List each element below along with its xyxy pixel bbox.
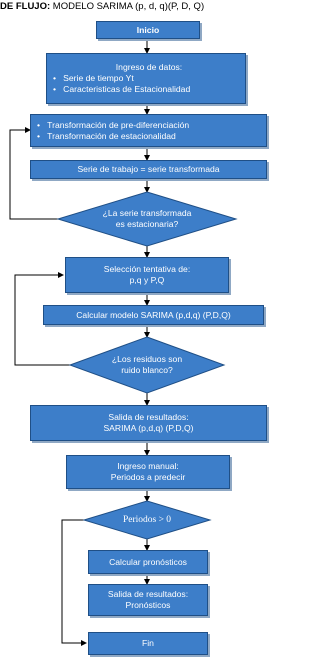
question-stationary-line-1: ¿La serie transformada bbox=[102, 208, 192, 218]
node-start bbox=[96, 21, 200, 39]
title-prefix: DE FLUJO: bbox=[0, 1, 51, 12]
node-end bbox=[88, 632, 208, 655]
node-fit-model-label: Calcular modelo SARIMA (p,d,q) (P,D,Q) bbox=[76, 309, 231, 320]
node-manual-input-line-2: Periodos a predecir bbox=[110, 472, 186, 482]
node-data-input-heading: Ingreso de datos: bbox=[115, 62, 183, 72]
node-transform-item-1-text: Transformación de pre-diferenciación bbox=[47, 119, 190, 130]
node-forecast-output bbox=[88, 584, 208, 616]
node-tentative-selection bbox=[65, 257, 229, 293]
node-tentative-line-1: Selección tentativa de: bbox=[103, 264, 191, 274]
node-data-input-item-2: • Caracteristicas de Estacionalidad bbox=[53, 84, 191, 94]
node-data-input-item-2-text: Caracteristicas de Estacionalidad bbox=[63, 84, 191, 94]
node-start-label: Inicio bbox=[136, 24, 160, 35]
node-data-input-item-1-text: Serie de tiempo Yt bbox=[63, 73, 134, 83]
title-name: MODELO SARIMA (p, d, q)(P, D, Q) bbox=[52, 1, 205, 12]
question-white-noise bbox=[70, 337, 224, 393]
question-white-noise-line-1: ¿Los residuos son bbox=[111, 354, 183, 364]
question-white-noise-line-2: ruido blanco? bbox=[121, 365, 173, 375]
question-stationary bbox=[58, 192, 236, 246]
node-data-input-item-1: • Serie de tiempo Yt bbox=[53, 73, 134, 83]
question-periods bbox=[84, 501, 210, 539]
node-working-series bbox=[30, 160, 267, 179]
node-transform-item-2: • Transformación de estacionalidad bbox=[37, 130, 176, 141]
question-periods-label: Periodos > 0 bbox=[122, 514, 172, 525]
node-transform bbox=[30, 114, 267, 147]
node-transform-item-1: • Transformación de pre-diferenciación bbox=[37, 119, 190, 130]
node-working-series-label: Serie de trabajo = serie transformada bbox=[77, 164, 220, 174]
node-forecast-output-line-2: Pronósticos bbox=[125, 600, 171, 610]
node-end-label: Fin bbox=[142, 638, 154, 648]
node-tentative-line-2: p,q y P,Q bbox=[129, 275, 165, 285]
node-data-input bbox=[46, 53, 246, 104]
node-forecast-output-line-1: Salida de resultados: bbox=[107, 589, 189, 599]
question-stationary-line-2: es estacionaria? bbox=[115, 219, 179, 229]
node-results-line-1: Salida de resultados: bbox=[108, 412, 189, 422]
chart-title bbox=[0, 0, 274, 14]
node-transform-item-2-text: Transformación de estacionalidad bbox=[47, 130, 176, 141]
node-forecast-label: Calcular pronósticos bbox=[109, 556, 187, 567]
node-results bbox=[30, 405, 267, 441]
node-manual-input-line-1: Ingreso manual: bbox=[117, 461, 179, 471]
node-fit-model bbox=[43, 305, 264, 325]
node-forecast bbox=[88, 550, 208, 574]
node-results-line-2: SARIMA (p,d,q) (P,D,Q) bbox=[103, 423, 194, 433]
node-manual-input bbox=[66, 455, 230, 489]
loop-no-periods bbox=[62, 520, 86, 643]
